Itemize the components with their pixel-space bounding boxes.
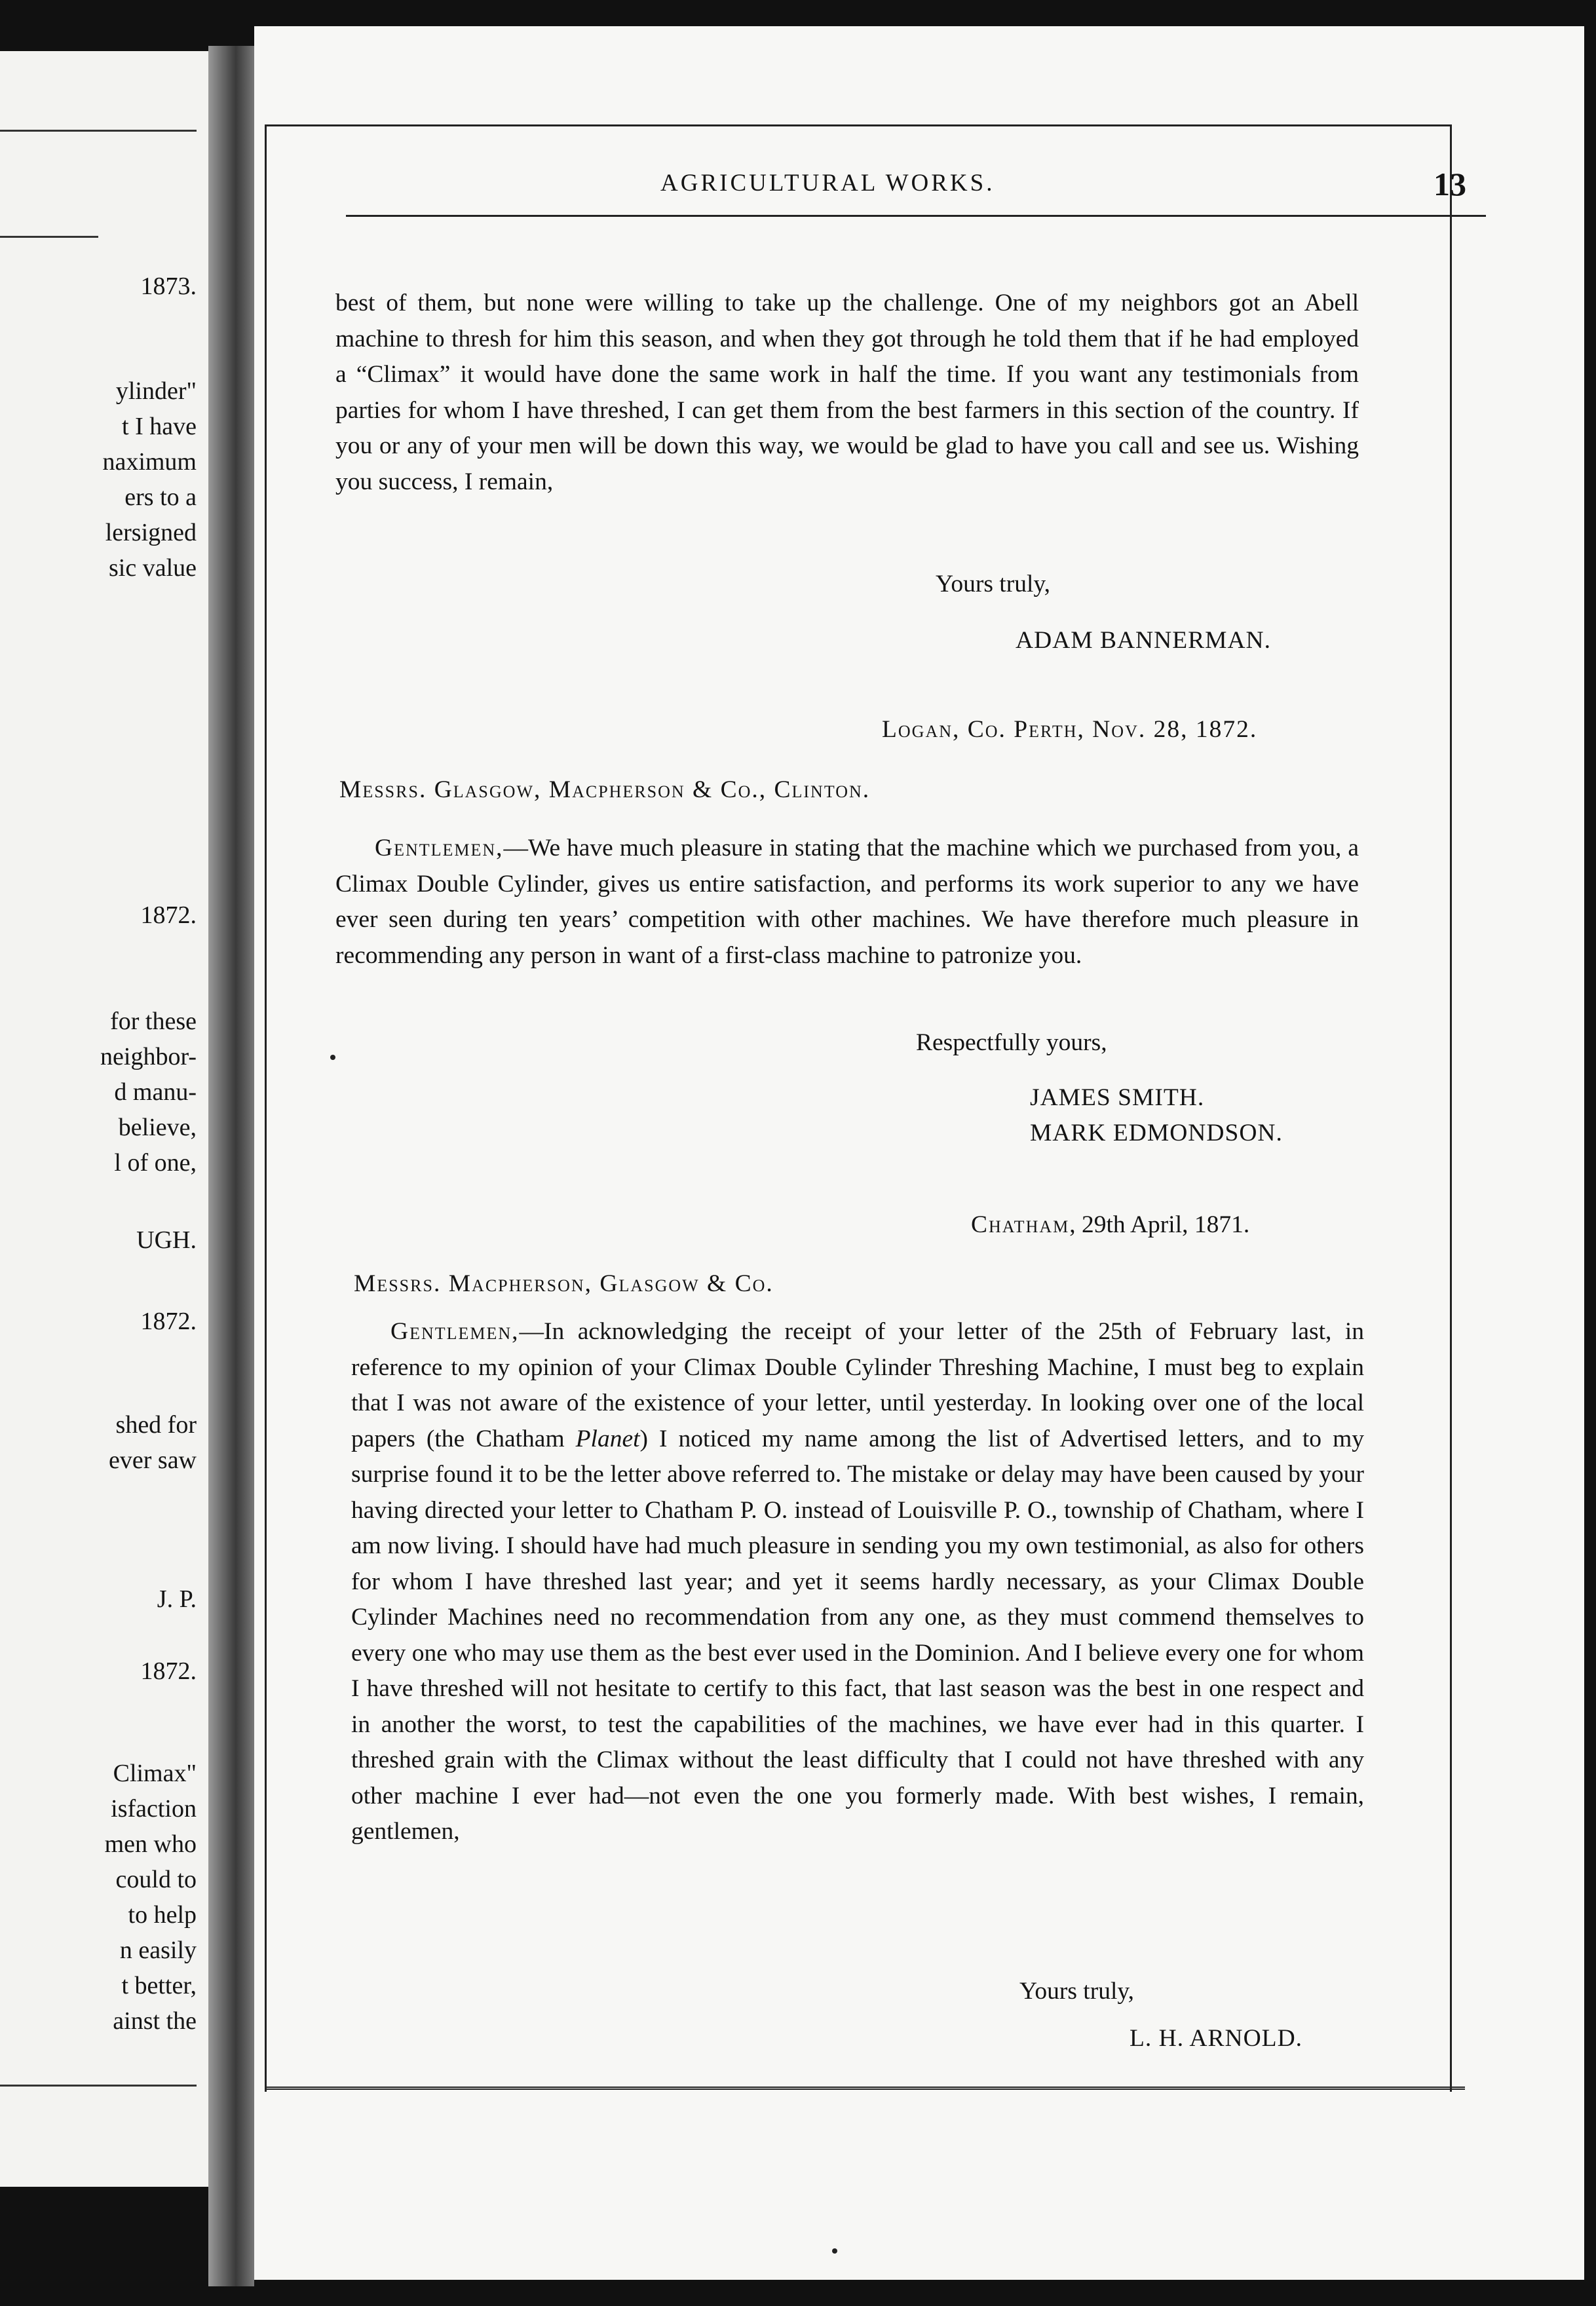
left-page-text-fragment: t better,	[121, 1972, 197, 1999]
left-page-text-fragment: J. P.	[157, 1585, 197, 1613]
letter1-body: best of them, but none were willing to take up the challenge. One of my neighbors got an Abell machine to thresh for him this season, and when they got through he told them that if he had employed a “Climax” it would have done the same work in half the time. If you want any testimonials from parties for whom I have threshed, I can get them from the best farmers in this section of the country. If you or any of your men will be down this way, we would be glad to have you call and see us. Wishing you success, I remain,	[335, 290, 1359, 495]
letter3-dateline-place: Chatham	[971, 1211, 1070, 1238]
letter2-addressee: Messrs. Glasgow, Macpherson & Co., Clinton.	[339, 776, 871, 803]
letter3-body-italic: Planet	[575, 1425, 640, 1452]
left-page-text-fragment: men who	[104, 1830, 197, 1858]
left-page-header-rule	[0, 236, 98, 238]
left-page-text-fragment: n easily	[119, 1937, 197, 1964]
left-page-text-fragment: to help	[128, 1901, 197, 1929]
left-page-bottom-rule	[0, 2085, 197, 2087]
letter2-dateline: Logan, Co. Perth, Nov. 28, 1872.	[882, 716, 1258, 743]
left-page-text-fragment: shed for	[115, 1411, 197, 1439]
left-page-text-fragment: ylinder"	[115, 377, 197, 405]
left-page-text-fragment: ever saw	[109, 1446, 197, 1474]
left-page-text-fragment: believe,	[118, 1114, 197, 1141]
left-page-text-fragment: 1872.	[140, 1657, 197, 1685]
left-page-text-fragment: 1872.	[140, 901, 197, 929]
left-page-text-fragment: sic value	[108, 554, 197, 582]
left-page-text-fragment: UGH.	[136, 1226, 197, 1254]
left-page-text-fragment: 1873.	[140, 273, 197, 300]
running-head	[346, 166, 1486, 217]
left-page-text-fragment: d manu-	[114, 1078, 197, 1106]
left-page-text-fragment: 1872.	[140, 1308, 197, 1335]
letter2-body	[335, 831, 1359, 973]
left-page-text-fragment: l of one,	[114, 1149, 197, 1177]
left-page-text-fragment: could to	[115, 1866, 197, 1893]
page-number: 13	[1434, 166, 1466, 202]
left-page-top-rule	[0, 130, 197, 132]
letter3-body-part2: ) I noticed my name among the list of Advertised letters, and to my surprise found it to be the letter above referred to. The mistake or delay may have been caused by your having directed your letter to Chatham P. O. instead of Louisville P. O., township of Chatham, where I am now living. I should have had much pleasure in sending you my own testimonial, as also for others for whom I have threshed last year; and yet it seems hardly necessary, as your Climax Double Cylinder Machines need no recommendation from any one, as they must commend themselves to every one who may use them as the best ever used in the Dominion. And I believe every one for whom I have threshed will not hesitate to certify to this fact, that last season was the best in one respect and in another the worst, to test the capabilities of the machines, we have ever had in this quarter. I threshed grain with the Climax without the least difficulty that I could not have threshed with any other machine I ever had—not even the one you formerly made. With best wishes, I remain, gentlemen,	[351, 1425, 1364, 1845]
letter2-salutation: Gentlemen,	[375, 835, 504, 861]
letter1-closing: Yours truly,	[936, 571, 1051, 597]
letter3-salutation: Gentlemen,	[390, 1318, 520, 1345]
left-page-text-fragment: isfaction	[111, 1795, 197, 1823]
left-page-text-fragment: ainst the	[113, 2007, 197, 2035]
left-page-text-fragment: lersigned	[105, 519, 197, 546]
left-page-text-fragment: Climax"	[113, 1760, 197, 1787]
left-page-text-fragment: ers to a	[124, 483, 197, 511]
letter3-body	[351, 1314, 1364, 1850]
book-spine	[208, 46, 254, 2286]
letter2-closing: Respectfully yours,	[916, 1029, 1107, 1056]
running-title: AGRICULTURAL WORKS.	[660, 170, 995, 197]
letter3-signature: L. H. ARNOLD.	[1130, 2025, 1303, 2052]
left-page-text-fragment: naximum	[102, 448, 197, 476]
ink-speck	[330, 1055, 335, 1060]
letter3-closing: Yours truly,	[1019, 1978, 1135, 2005]
letter2-body-text: —We have much pleasure in stating that the machine which we purchased from you, a Climax Double Cylinder, gives us entire satisfaction, and performs its work superior to any we have ever seen during ten years’ competition with other machines. We have therefore much pleasure in recommending any person in want of a first-class machine to patronize you.	[335, 835, 1359, 969]
left-page-text-fragment: neighbor-	[100, 1043, 197, 1070]
left-page-text-fragment: for these	[110, 1008, 197, 1035]
left-facing-page	[0, 51, 210, 2187]
ink-speck	[832, 2248, 837, 2254]
letter3-dateline	[971, 1211, 1249, 1239]
left-page-text-fragment: t I have	[122, 413, 197, 440]
letter2-signature-1: JAMES SMITH.	[1030, 1084, 1205, 1111]
letter3-addressee: Messrs. Macpherson, Glasgow & Co.	[354, 1270, 774, 1297]
letter3-dateline-date: , 29th April, 1871.	[1069, 1211, 1250, 1238]
letter2-signature-2: MARK EDMONDSON.	[1030, 1120, 1283, 1146]
letter1-signature: ADAM BANNERMAN.	[1016, 627, 1272, 654]
page-frame-bottom-rule	[265, 2087, 1465, 2090]
letter3-body-part1: —In acknowledging the receipt of your letter of the 25th of February last, in reference to my opinion of your Climax Double Cylinder Threshing Machine, I must beg to explain that I was not aware of the existence of your letter, until yesterday. In looking over one of the local papers (the Chatham	[351, 1318, 1364, 1452]
page-13	[254, 26, 1584, 2280]
